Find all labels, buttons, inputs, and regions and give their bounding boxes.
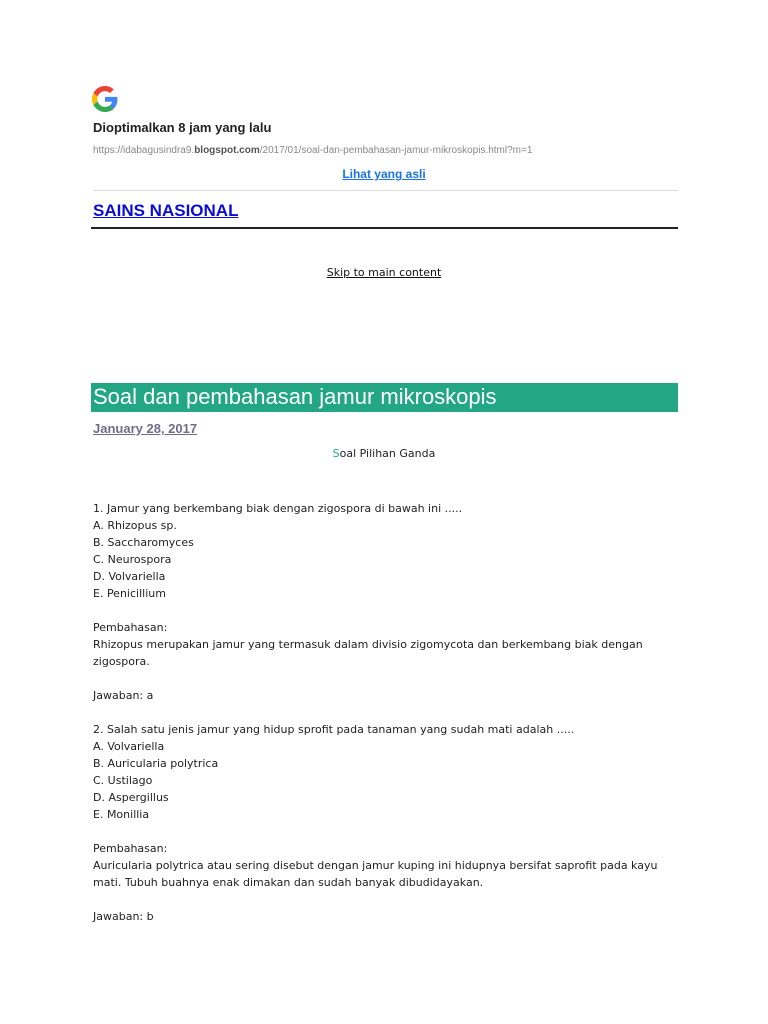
answer-text: Jawaban: b bbox=[93, 910, 154, 923]
blog-title-divider bbox=[91, 227, 678, 229]
section-title bbox=[0, 447, 768, 460]
spacer bbox=[93, 602, 683, 619]
explanation-label: Pembahasan: bbox=[93, 842, 168, 855]
question-text: 1. Jamur yang berkembang biak dengan zigospora di bawah ini ..... bbox=[93, 502, 463, 515]
spacer bbox=[93, 670, 683, 687]
skip-link-container bbox=[0, 266, 768, 279]
post-date bbox=[93, 421, 197, 436]
blog-title-link[interactable]: SAINS NASIONAL bbox=[93, 201, 239, 220]
explanation-text: Auricularia polytrica atau sering disebut dengan jamur kuping ini hidupnya bersifat saprofit pada kayu mati. Tubuh buahnya enak dimakan dan sudah banyak dibudidayakan. bbox=[93, 859, 658, 889]
spacer bbox=[93, 823, 683, 840]
section-title-rest: oal Pilihan Ganda bbox=[339, 447, 436, 460]
option-item: C. Ustilago bbox=[93, 774, 153, 787]
explanation-label: Pembahasan: bbox=[93, 621, 168, 634]
post-date-link[interactable]: January 28, 2017 bbox=[93, 421, 198, 436]
section-title-initial: S bbox=[332, 447, 340, 460]
source-url bbox=[93, 145, 532, 156]
url-suffix: /2017/01/soal-dan-pembahasan-jamur-mikroskopis.html?m=1 bbox=[259, 145, 533, 156]
option-item: D. Aspergillus bbox=[93, 791, 169, 804]
optimized-timestamp: Dioptimalkan 8 jam yang lalu bbox=[93, 120, 272, 135]
google-g-icon bbox=[92, 86, 118, 112]
header-divider bbox=[93, 190, 678, 191]
view-original-link[interactable]: Lihat yang asli bbox=[342, 167, 426, 181]
skip-to-main-content-link[interactable]: Skip to main content bbox=[326, 266, 442, 279]
answer-text: Jawaban: a bbox=[93, 689, 154, 702]
question-text: 2. Salah satu jenis jamur yang hidup sprofit pada tanaman yang sudah mati adalah ..... bbox=[93, 723, 575, 736]
url-prefix: https://idabagusindra9. bbox=[93, 145, 195, 156]
view-original-container bbox=[0, 167, 768, 181]
blog-title bbox=[93, 201, 238, 221]
spacer bbox=[93, 704, 683, 721]
option-item: B. Saccharomyces bbox=[93, 536, 194, 549]
explanation-text: Rhizopus merupakan jamur yang termasuk dalam divisio zigomycota dan berkembang biak dengan zigospora. bbox=[93, 638, 643, 668]
post-title: Soal dan pembahasan jamur mikroskopis bbox=[93, 384, 497, 409]
spacer bbox=[93, 891, 683, 908]
option-item: B. Auricularia polytrica bbox=[93, 757, 219, 770]
url-domain: blogspot.com bbox=[194, 145, 260, 156]
option-item: A. Volvariella bbox=[93, 740, 165, 753]
option-item: E. Monillia bbox=[93, 808, 150, 821]
option-item: E. Penicillium bbox=[93, 587, 166, 600]
option-item: A. Rhizopus sp. bbox=[93, 519, 177, 532]
option-item: C. Neurospora bbox=[93, 553, 172, 566]
post-content bbox=[93, 500, 683, 925]
option-item: D. Volvariella bbox=[93, 570, 166, 583]
